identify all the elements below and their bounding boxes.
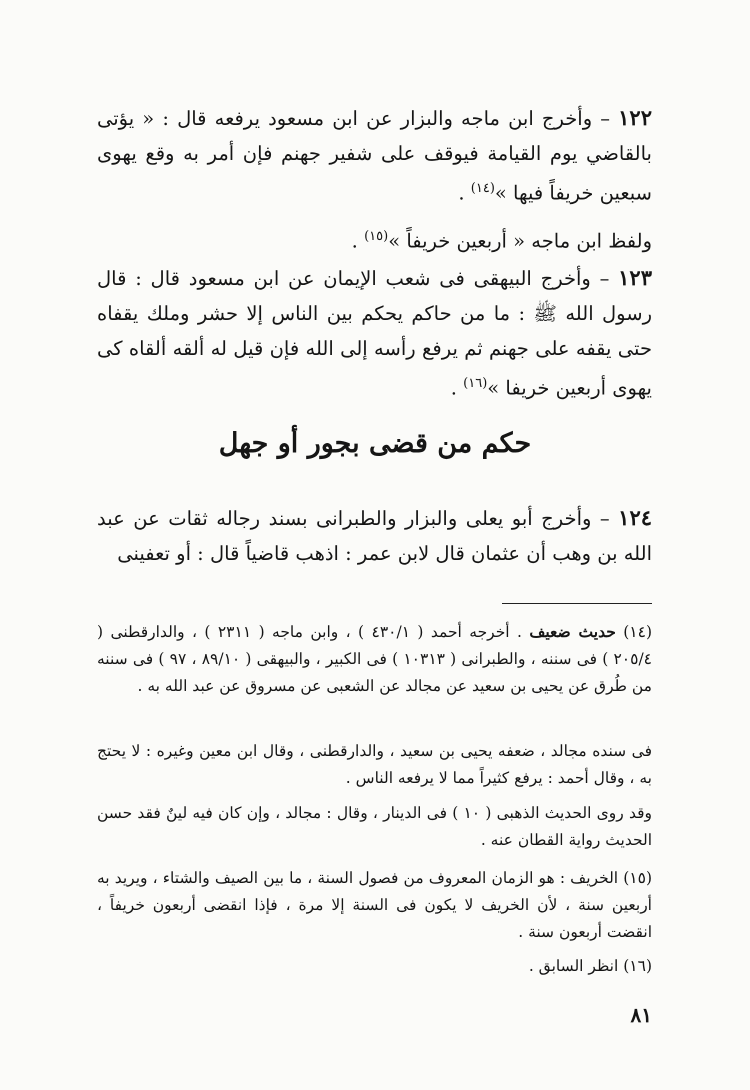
hadith-grade: حديث ضعيف — [529, 622, 616, 641]
hadith-122 — [97, 100, 652, 211]
wording-text: ولفظ ابن ماجه « أربعين خريفاً » — [388, 229, 652, 253]
hadith-end: . — [458, 181, 471, 205]
footnote-text: . أخرجه أحمد ( ٤٣٠/١ ) ، وابن ماجه ( ٢٣١١ ) ، والدارقطنى ( ٢٠٥/٤ ) فى سننه ، والطبرانى ( ١٠٣١٣ ) فى الكبير ، والبيهقى ( ٨٩/١٠ ، ٩٧ ) فى سننه من طُرق عن يحيى بن سعيد عن مجالد عن الشعبى عن مسروق عن عبد الله به . — [97, 623, 652, 695]
footnote-14-para-3: وقد روى الحديث الذهبى ( ١٠ ) فى الدينار ، وقال : مجالد ، وإن كان فيه لينٌ فقد حسن الحديث رواية القطان عنه . — [97, 804, 652, 849]
hadith-text: وأخرج البيهقى فى شعب الإيمان عن ابن مسعود قال : قال رسول الله ﷺ : ما من حاكم يحكم بين الناس إلا حشر وملك يقفاه حتى يقفه على جهنم ثم يرفع رأسه إلى الله فإن قيل له ألقه ألقاه كى يهوى أربعين خريفا » — [97, 267, 652, 400]
hadith-dash: – — [591, 507, 619, 530]
hadith-end: . — [450, 376, 464, 400]
ibn-majah-wording — [97, 219, 652, 259]
footnote-ref-15: (١٥) — [364, 229, 389, 244]
hadith-dash: – — [592, 107, 619, 130]
hadith-number: ١٢٢ — [618, 105, 652, 130]
footnote-ref-16: (١٦) — [463, 376, 488, 391]
hadith-123 — [97, 260, 652, 406]
footnote-label: (١٤) — [623, 623, 652, 641]
footnote-14-para-2: فى سنده مجالد ، ضعفه يحيى بن سعيد ، والدارقطنى ، وقال ابن معين وغيره : لا يحتج به ، وقال أحمد : يرفع كثيراً مما لا يرفعه الناس . — [97, 742, 652, 787]
footnote-ref-14: (١٤) — [470, 181, 495, 196]
hadith-number: ١٢٣ — [618, 265, 652, 290]
hadith-dash: – — [590, 267, 619, 290]
section-heading: حكم من قضى بجور أو جهل — [218, 428, 532, 459]
hadith-124 — [97, 500, 652, 571]
footnote-14 — [97, 618, 652, 700]
hadith-text: وأخرج ابن ماجه والبزار عن ابن مسعود يرفعه قال : « يؤتى بالقاضي يوم القيامة فيوقف على شفير جهنم فإن أمر به وقع يهوى سبعين خريفاً فيها » — [97, 107, 652, 205]
wording-end: . — [351, 229, 365, 253]
footnote-separator — [502, 603, 652, 604]
hadith-number: ١٢٤ — [618, 505, 653, 530]
hadith-text: وأخرج أبو يعلى والبزار والطبرانى بسند رجاله ثقات عن عبد الله بن وهب أن عثمان قال لابن عمر : اذهب قاضياً قال : أو تعفينى — [97, 507, 652, 565]
footnote-15: (١٥) الخريف : هو الزمان المعروف من فصول السنة ، ما بين الصيف والشتاء ، ويريد به أربعين سنة ، لأن الخريف لا يكون فى السنة إلا مرة ، فإذا انقضى أربعون خريفاً ، انقضت أربعون سنة . — [97, 869, 652, 941]
footnote-16: (١٦) انظر السابق . — [528, 957, 652, 975]
page-number: ٨١ — [630, 1003, 652, 1027]
